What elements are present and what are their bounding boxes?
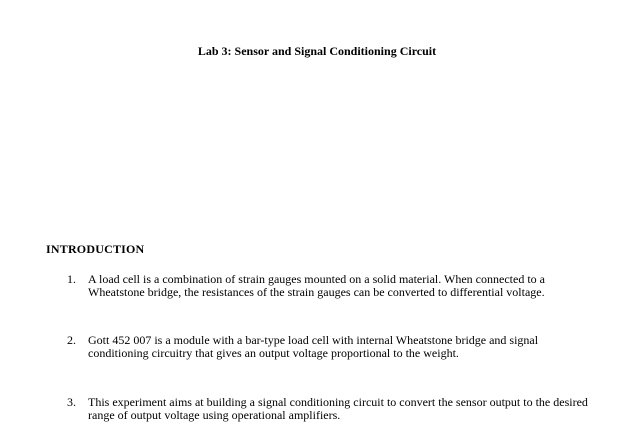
- list-item: [67, 273, 597, 299]
- document-title: Lab 3: Sensor and Signal Conditioning Circuit: [197, 44, 437, 58]
- list-item-number: 2.: [67, 333, 76, 347]
- list-item-number: 3.: [67, 395, 76, 409]
- list-item-text: A load cell is a combination of strain gauges mounted on a solid material. When connected to a Wheatstone bridge, the resistances of the strain gauges can be converted to differential voltage.: [88, 272, 545, 299]
- section-heading-introduction: INTRODUCTION: [46, 242, 145, 256]
- list-item: [67, 396, 597, 422]
- list-item-text: This experiment aims at building a signal conditioning circuit to convert the sensor output to the desired range of output voltage using operational amplifiers.: [88, 395, 588, 422]
- list-item-text: Gott 452 007 is a module with a bar-type load cell with internal Wheatstone bridge and signal conditioning circuitry that gives an output voltage proportional to the weight.: [88, 333, 539, 360]
- list-item-number: 1.: [67, 272, 76, 286]
- list-item: [67, 334, 597, 360]
